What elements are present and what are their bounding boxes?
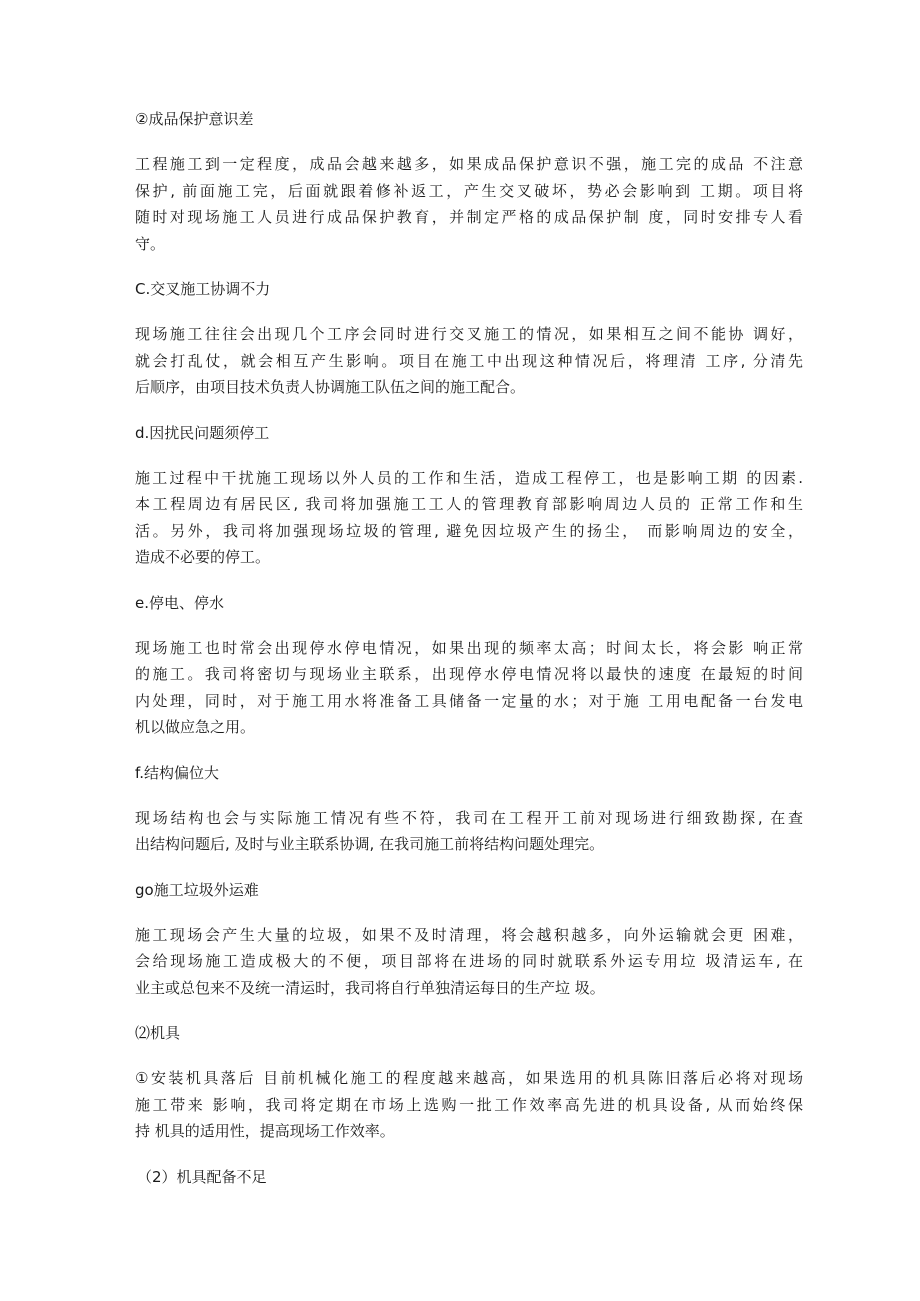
paragraph-line: 内处理，同时，对于施工用水将准备工具储备一定量的水；对于施 工用电配备一台发电 — [135, 691, 803, 710]
spacer — [135, 445, 803, 465]
spacer — [135, 1145, 803, 1165]
spacer — [135, 571, 803, 591]
paragraph-line: 现场施工往往会出现几个工序会同时进行交叉施工的情况，如果相互之间不能协 调好， — [135, 325, 803, 343]
spacer — [135, 1045, 803, 1065]
section-heading: d.因扰民问题须停工 — [135, 423, 270, 442]
paragraph-line: 机以做应急之用。 — [135, 718, 256, 736]
section-paragraph — [135, 922, 803, 1002]
paragraph-line: ①安装机具落后 目前机械化施工的程度越来越高，如果选用的机具陈旧落后必将对现场 — [135, 1069, 803, 1087]
paragraph-line: 工程施工到一定程度，成品会越来越多，如果成品保护意识不强，施工完的成品 不注意 — [135, 155, 803, 173]
paragraph-line: 的施工。我司将密切与现场业主联系，出现停水停电情况将以最快的速度 在最短的时间 — [135, 665, 803, 683]
section-paragraph — [135, 151, 803, 257]
paragraph-line: 施工现场会产生大量的垃圾，如果不及时清理，将会越积越多，向外运输就会更 困难， — [135, 925, 803, 944]
section-paragraph — [135, 635, 803, 741]
paragraph-line: 活。另外，我司将加强现场垃圾的管理, 避免因垃圾产生的扬尘， 而影响周边的安全， — [135, 521, 803, 540]
spacer — [135, 1001, 803, 1021]
paragraph-line: 守。 — [135, 234, 166, 253]
paragraph-line: 后顺序，由项目技术负责人协调施工队伍之间的施工配合。 — [135, 378, 526, 396]
section-heading: C.交叉施工协调不力 — [135, 280, 271, 298]
section-heading: f.结构偏位大 — [135, 763, 219, 782]
section-paragraph — [135, 805, 803, 858]
paragraph-line: 现场施工也时常会出现停水停电情况，如果出现的频率太高；时间太长，将会影 响正常 — [135, 638, 803, 657]
spacer — [135, 741, 803, 761]
spacer — [135, 615, 803, 635]
paragraph-line: 出结构问题后, 及时与业主联系协调, 在我司施工前将结构问题处理完。 — [135, 835, 605, 853]
document-body — [135, 107, 803, 1189]
spacer — [135, 401, 803, 421]
section-heading: （2）机具配备不足 — [137, 1167, 267, 1186]
spacer — [135, 257, 803, 277]
section-heading: ②成品保护意识差 — [135, 110, 254, 128]
paragraph-line: 随时对现场施工人员进行成品保护教育，并制定严格的成品保护制 度，同时安排专人看 — [135, 208, 803, 226]
spacer — [135, 131, 803, 151]
section-paragraph — [135, 1065, 803, 1145]
section-paragraph — [135, 321, 803, 401]
paragraph-line: 持 机具的适用性，提高现场工作效率。 — [135, 1122, 395, 1140]
spacer — [135, 785, 803, 805]
paragraph-line: 施工过程中干扰施工现场以外人员的工作和生活，造成工程停工，也是影响工期 的因素. — [135, 468, 803, 487]
paragraph-line: 本工程周边有居民区, 我司将加强施工工人的管理教育部影响周边人员的 正常工作和生 — [135, 495, 803, 513]
paragraph-line: 保护, 前面施工完，后面就跟着修补返工，产生交叉破坏，势必会影响到 工期。项目将 — [135, 181, 803, 200]
spacer — [135, 858, 803, 878]
spacer — [135, 902, 803, 922]
paragraph-line: 现场结构也会与实际施工情况有些不符，我司在工程开工前对现场进行细致勘探, 在查 — [135, 808, 803, 827]
section-heading: ⑵机具 — [135, 1024, 181, 1042]
paragraph-line: 业主或总包来不及统一清运时，我司将自行单独清运每日的生产垃 圾。 — [135, 978, 605, 997]
section-heading: go施工垃圾外运难 — [135, 880, 259, 899]
spacer — [135, 301, 803, 321]
paragraph-line: 就会打乱仗，就会相互产生影响。项目在施工中出现这种情况后，将理清 工序, 分清先 — [135, 351, 803, 370]
paragraph-line: 造成不必要的停工。 — [135, 548, 271, 566]
paragraph-line: 会给现场施工造成极大的不便，项目部将在进场的同时就联系外运专用垃 圾清运车, 在 — [135, 952, 803, 970]
section-paragraph — [135, 465, 803, 571]
paragraph-line: 施工带来 影响，我司将定期在市场上选购一批工作效率高先进的机具设备, 从而始终保 — [135, 1095, 803, 1114]
section-heading: e.停电、停水 — [135, 593, 224, 612]
